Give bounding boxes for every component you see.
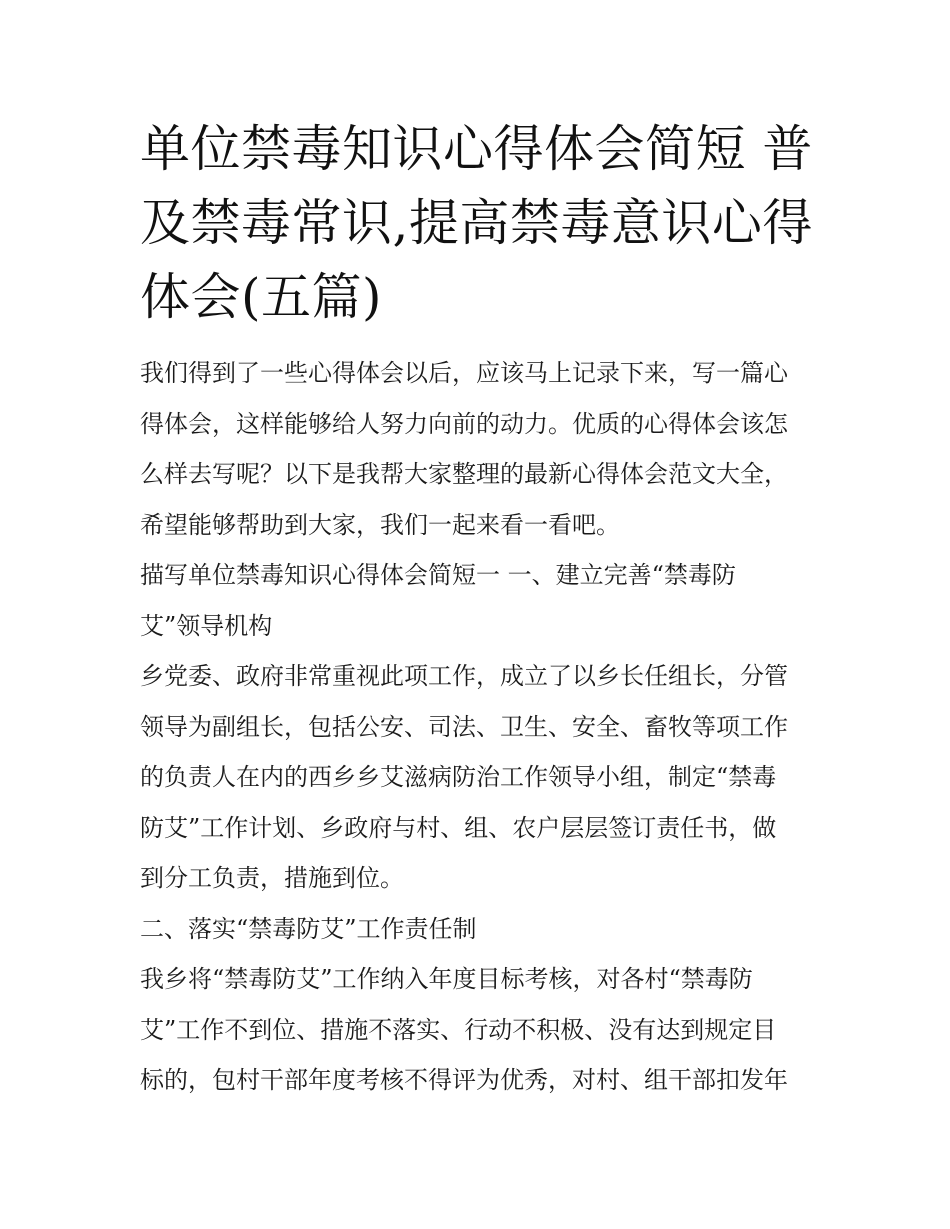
text-line: 乡党委、政府非常重视此项工作，成立了以乡长任组长，分管 (140, 662, 788, 690)
title-line: 单位禁毒知识心得体会简短 普 (140, 120, 813, 178)
text-line: 得体会，这样能够给人努力向前的动力。优质的心得体会该怎 (140, 409, 788, 438)
section-body-1 (140, 651, 812, 904)
intro-paragraph (140, 348, 812, 550)
text-line: 我们得到了一些心得体会以后，应该马上记录下来，写一篇心 (140, 359, 788, 387)
document-body (140, 348, 812, 1106)
title-line: 体会(五篇) (140, 268, 383, 326)
text-line: 标的，包村干部年度考核不得评为优秀，对村、组干部扣发年 (140, 1066, 788, 1094)
text-line: 的负责人在内的西乡乡艾滋病防治工作领导小组，制定“禁毒 (140, 763, 777, 791)
text-line: 二、落实“禁毒防艾”工作责任制 (140, 914, 477, 943)
text-line: 艾”领导机构 (140, 611, 273, 640)
text-line: 描写单位禁毒知识心得体会简短一 一、建立完善“禁毒防 (140, 561, 736, 589)
text-line: 希望能够帮助到大家，我们一起来看一看吧。 (140, 510, 620, 539)
title-line: 及禁毒常识,提高禁毒意识心得 (140, 194, 813, 252)
document-title (140, 112, 812, 334)
section-heading-1 (140, 550, 812, 651)
text-line: 防艾”工作计划、乡政府与村、组、农户层层签订责任书，做 (140, 813, 777, 842)
section-body-2 (140, 954, 812, 1106)
text-line: 我乡将“禁毒防艾”工作纳入年度目标考核，对各村“禁毒防 (140, 965, 753, 993)
document-page (140, 112, 812, 1106)
text-line: 艾”工作不到位、措施不落实、行动不积极、没有达到规定目 (140, 1015, 777, 1044)
section-heading-2 (140, 904, 812, 955)
text-line: 领导为副组长，包括公安、司法、卫生、安全、畜牧等项工作 (140, 712, 788, 741)
text-line: 么样去写呢？以下是我帮大家整理的最新心得体会范文大全， (140, 460, 788, 488)
text-line: 到分工负责，措施到位。 (140, 864, 404, 892)
